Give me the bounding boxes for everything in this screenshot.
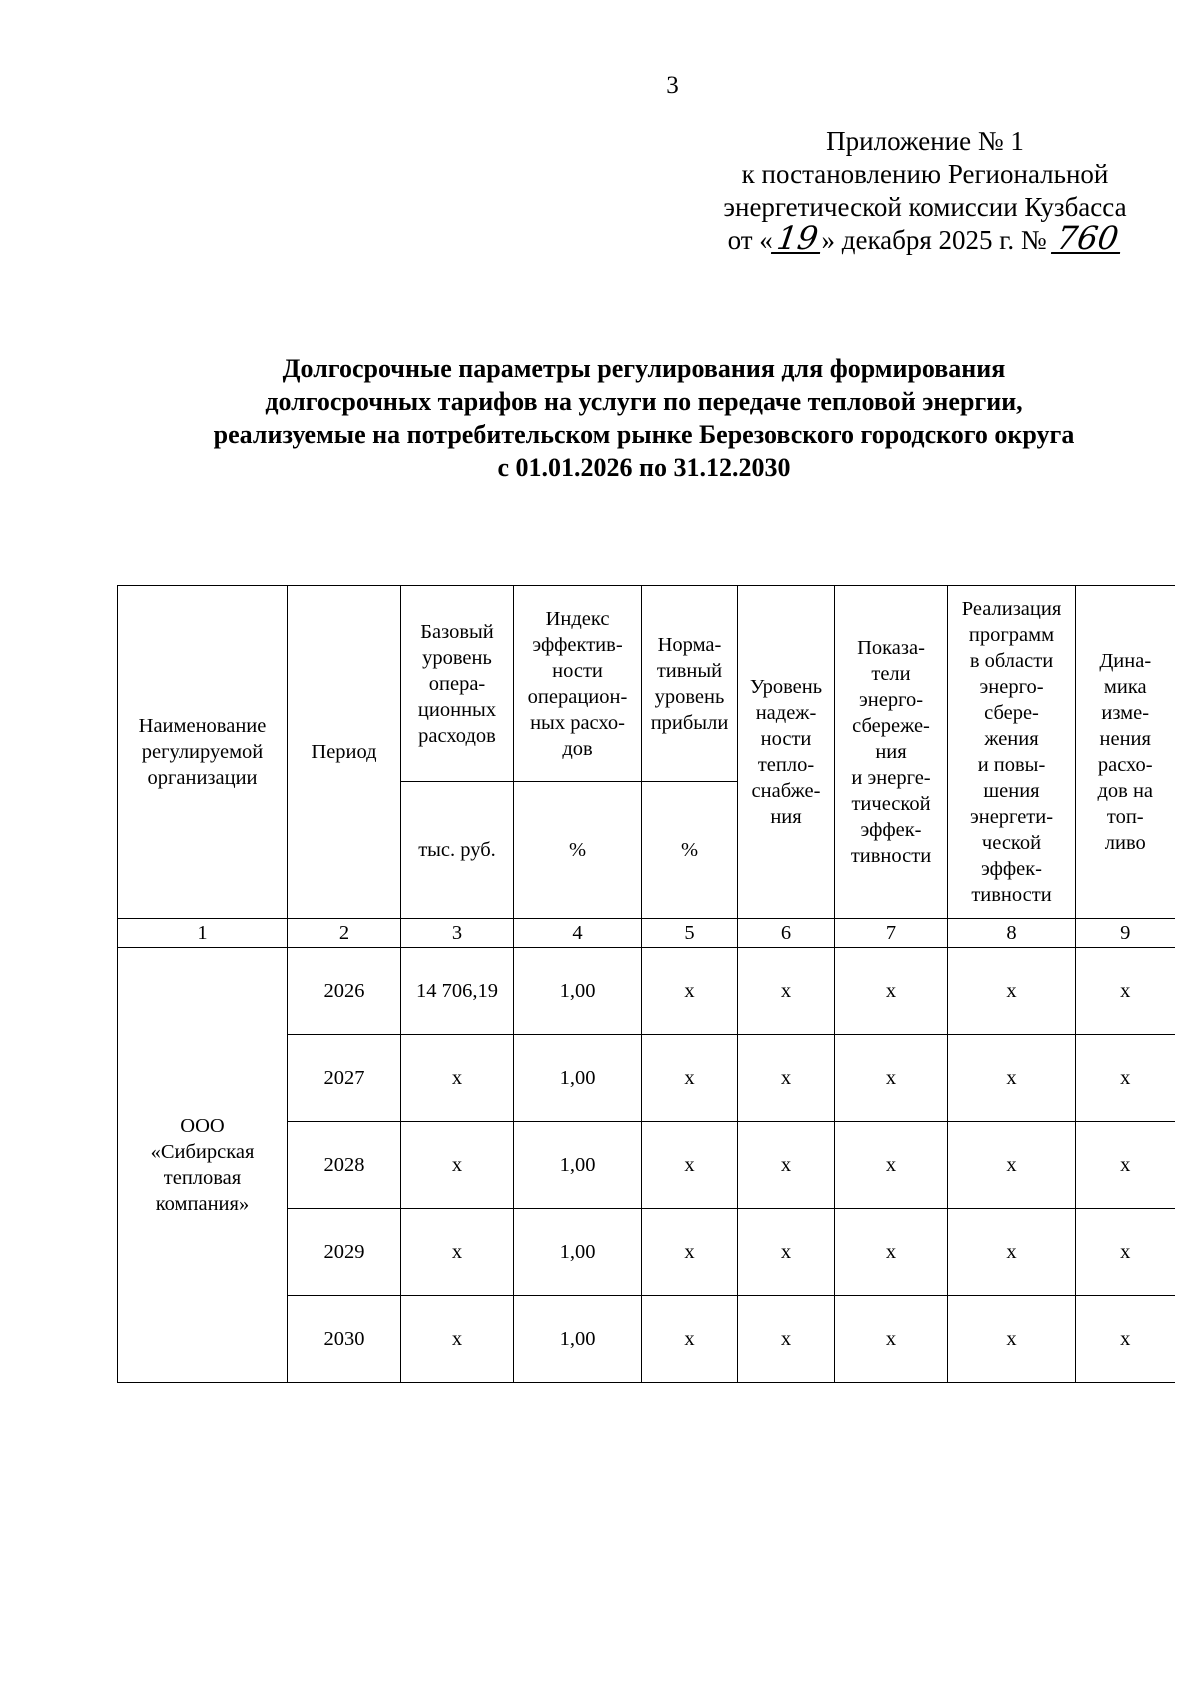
column-number-row bbox=[118, 919, 1175, 948]
organization-name: ООО «Сибирская тепловая компания» bbox=[118, 948, 288, 1383]
table-cell: x bbox=[948, 1209, 1076, 1296]
table-cell: x bbox=[1076, 1122, 1175, 1209]
table-cell: x bbox=[948, 948, 1076, 1035]
table-cell: x bbox=[401, 1296, 514, 1383]
column-number: 6 bbox=[738, 919, 835, 948]
table-cell: x bbox=[835, 948, 948, 1035]
table-cell: x bbox=[948, 1035, 1076, 1122]
title-line-3: реализуемые на потребительском рынке Березовского городского округа bbox=[213, 420, 1075, 449]
table-cell: x bbox=[642, 1296, 738, 1383]
table-cell: x bbox=[1076, 1209, 1175, 1296]
header-period: Период bbox=[288, 586, 401, 919]
table-cell: x bbox=[642, 948, 738, 1035]
header-programs: Реализация программ в области энерго- сбере- жения и повы- шения энергети- ческой эффек- тивности bbox=[948, 586, 1076, 919]
table-cell: x bbox=[738, 1209, 835, 1296]
header-energy-saving: Показа- тели энерго- сбереже- ния и энерге- тической эффек- тивности bbox=[835, 586, 948, 919]
table-cell: x bbox=[642, 1035, 738, 1122]
period-cell: 2030 bbox=[288, 1296, 401, 1383]
parameters-table bbox=[117, 585, 1175, 1383]
column-number: 1 bbox=[118, 919, 288, 948]
header-fuel-dynamics: Дина- мика изме- нения расхо- дов на топ- ливо bbox=[1076, 586, 1175, 919]
appendix-line-1: Приложение № 1 bbox=[826, 126, 1024, 156]
column-number: 9 bbox=[1076, 919, 1175, 948]
table-cell: x bbox=[1076, 1035, 1175, 1122]
table-cell: x bbox=[835, 1296, 948, 1383]
table-cell: 1,00 bbox=[514, 1035, 642, 1122]
title-line-1: Долгосрочные параметры регулирования для формирования bbox=[282, 354, 1006, 383]
title-line-4: с 01.01.2026 по 31.12.2030 bbox=[497, 453, 791, 482]
header-reliability: Уровень надеж- ности тепло- снабже- ния bbox=[738, 586, 835, 919]
table-cell: x bbox=[738, 1035, 835, 1122]
table-cell: x bbox=[642, 1122, 738, 1209]
handwritten-number: 760 bbox=[1051, 224, 1124, 254]
appendix-date-middle: » декабря 2025 г. № bbox=[821, 225, 1054, 255]
unit-col5: % bbox=[642, 782, 738, 919]
period-cell: 2029 bbox=[288, 1209, 401, 1296]
column-number: 3 bbox=[401, 919, 514, 948]
header-efficiency-index: Индекс эффектив- ности операцион- ных расхо- дов bbox=[514, 586, 642, 782]
unit-col3: тыс. руб. bbox=[401, 782, 514, 919]
table-cell: x bbox=[642, 1209, 738, 1296]
period-cell: 2028 bbox=[288, 1122, 401, 1209]
table-cell: x bbox=[1076, 948, 1175, 1035]
page-number: 3 bbox=[666, 72, 679, 99]
appendix-date-prefix: от « bbox=[727, 225, 773, 255]
document-title bbox=[0, 352, 1200, 484]
table-cell: x bbox=[738, 948, 835, 1035]
table-cell: 1,00 bbox=[514, 1209, 642, 1296]
period-cell: 2026 bbox=[288, 948, 401, 1035]
table-cell: x bbox=[401, 1122, 514, 1209]
column-number: 4 bbox=[514, 919, 642, 948]
unit-col4: % bbox=[514, 782, 642, 919]
appendix-line-3: энергетической комиссии Кузбасса bbox=[723, 192, 1127, 222]
appendix-line-2: к постановлению Региональной bbox=[741, 159, 1109, 189]
table-cell: x bbox=[948, 1296, 1076, 1383]
table-cell: x bbox=[835, 1035, 948, 1122]
title-line-2: долгосрочных тарифов на услуги по передаче тепловой энергии, bbox=[265, 387, 1023, 416]
table-cell: x bbox=[401, 1035, 514, 1122]
table-cell: 1,00 bbox=[514, 1296, 642, 1383]
table-cell: x bbox=[835, 1122, 948, 1209]
table-cell: x bbox=[835, 1209, 948, 1296]
header-row bbox=[118, 586, 1175, 782]
table-cell: x bbox=[401, 1209, 514, 1296]
table-cell: x bbox=[738, 1296, 835, 1383]
period-cell: 2027 bbox=[288, 1035, 401, 1122]
column-number: 7 bbox=[835, 919, 948, 948]
handwritten-day: 19 bbox=[771, 224, 824, 254]
header-base-opex: Базовый уровень опера- ционных расходов bbox=[401, 586, 514, 782]
header-organization: Наименование регулируемой организации bbox=[118, 586, 288, 919]
column-number: 5 bbox=[642, 919, 738, 948]
table-cell: 1,00 bbox=[514, 1122, 642, 1209]
column-number: 2 bbox=[288, 919, 401, 948]
table-cell: x bbox=[738, 1122, 835, 1209]
column-number: 8 bbox=[948, 919, 1076, 948]
appendix-line-4 bbox=[715, 219, 1135, 257]
table-row bbox=[118, 948, 1175, 1035]
table-cell: 14 706,19 bbox=[401, 948, 514, 1035]
appendix-header bbox=[715, 125, 1135, 257]
table-cell: x bbox=[948, 1122, 1076, 1209]
table-cell: 1,00 bbox=[514, 948, 642, 1035]
table-cell: x bbox=[1076, 1296, 1175, 1383]
header-profit-level: Норма- тивный уровень прибыли bbox=[642, 586, 738, 782]
